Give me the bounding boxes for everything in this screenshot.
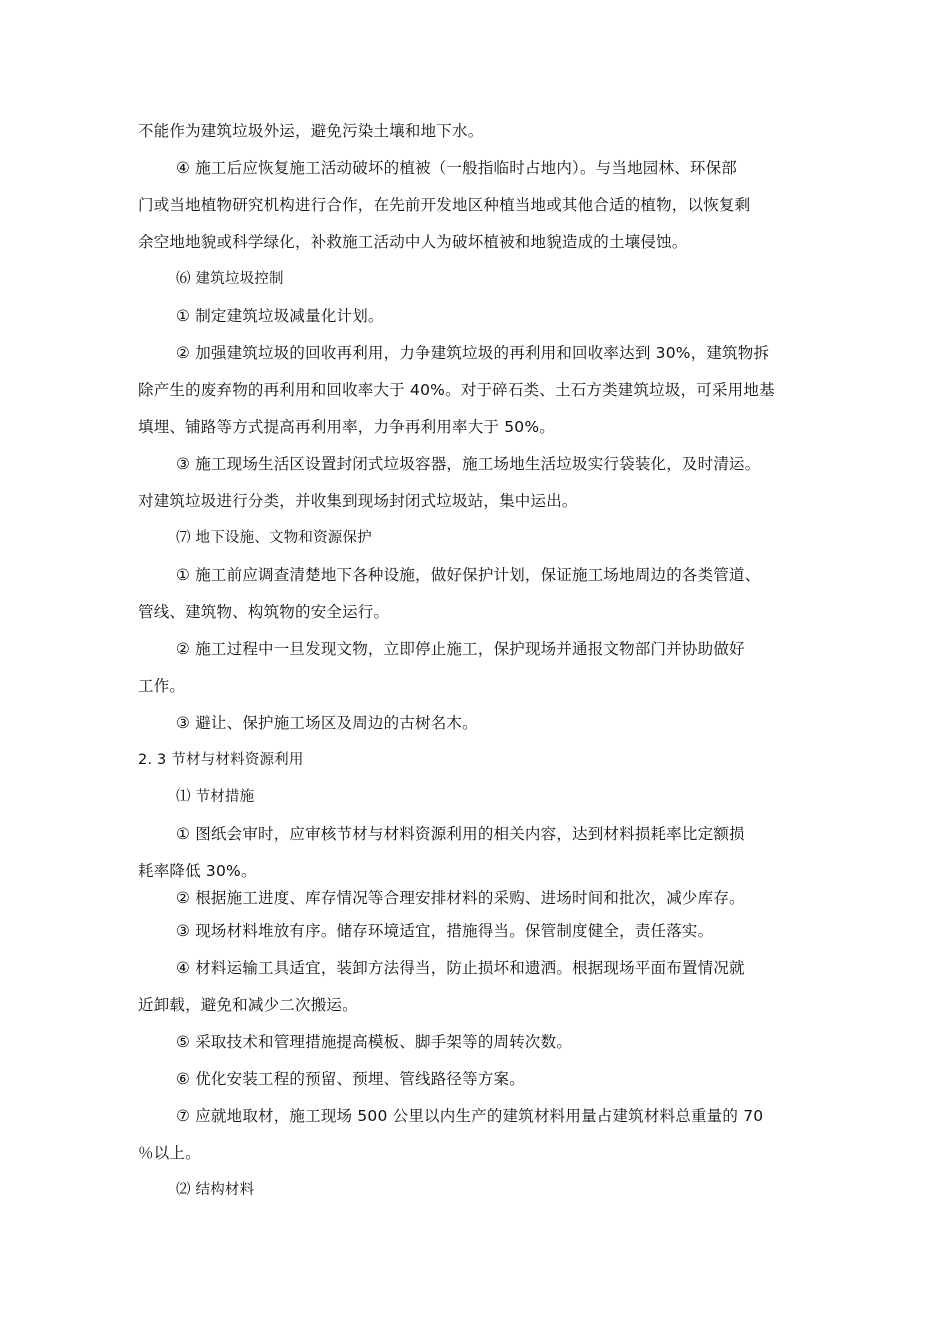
text-line: ④ 材料运输工具适宜，装卸方法得当，防止损坏和遗洒。根据现场平面布置情况就: [176, 959, 745, 977]
text-line: 近卸载，避免和减少二次搬运。: [138, 996, 358, 1014]
text-line: ⑦ 应就地取材，施工现场 500 公里以内生产的建筑材料用量占建筑材料总重量的 70: [176, 1107, 764, 1125]
text-line: ② 根据施工进度、库存情况等合理安排材料的采购、进场时间和批次，减少库存。: [176, 889, 745, 907]
text-line: ② 施工过程中一旦发现文物，立即停止施工，保护现场并通报文物部门并协助做好: [176, 640, 745, 658]
text-line: 对建筑垃圾进行分类，并收集到现场封闭式垃圾站，集中运出。: [138, 492, 578, 510]
section-heading: ⑹ 建筑垃圾控制: [176, 271, 284, 287]
text-line: ③ 现场材料堆放有序。储存环境适宜，措施得当。保管制度健全，责任落实。: [176, 922, 714, 940]
text-line: ⑥ 优化安装工程的预留、预埋、管线路径等方案。: [176, 1070, 525, 1088]
text-line: 耗率降低 30%。: [138, 862, 257, 880]
text-line: ① 图纸会审时，应审核节材与材料资源利用的相关内容，达到材料损耗率比定额损: [176, 825, 745, 843]
text-line: ％以上。: [138, 1144, 201, 1162]
text-line: ③ 施工现场生活区设置封闭式垃圾容器，施工场地生活垃圾实行袋装化，及时清运。: [176, 455, 761, 473]
text-line: 不能作为建筑垃圾外运，避免污染土壤和地下水。: [138, 122, 484, 140]
text-line: 管线、建筑物、构筑物的安全运行。: [138, 603, 390, 621]
text-line: ① 施工前应调查清楚地下各种设施，做好保护计划，保证施工场地周边的各类管道、: [176, 566, 761, 584]
text-line: 填埋、铺路等方式提高再利用率，力争再利用率大于 50%。: [138, 418, 555, 436]
section-heading: ⑵ 结构材料: [176, 1182, 255, 1198]
section-heading: ⑴ 节材措施: [176, 789, 255, 805]
text-line: 余空地地貌或科学绿化，补救施工活动中人为破坏植被和地貌造成的土壤侵蚀。: [138, 233, 688, 251]
text-line: 工作。: [138, 677, 186, 695]
text-line: 门或当地植物研究机构进行合作，在先前开发地区种植当地或其他合适的植物，以恢复剩: [138, 196, 751, 214]
section-heading: ⑺ 地下设施、文物和资源保护: [176, 530, 372, 546]
text-line: ③ 避让、保护施工场区及周边的古树名木。: [176, 714, 478, 732]
text-line: ⑤ 采取技术和管理措施提高模板、脚手架等的周转次数。: [176, 1033, 573, 1051]
text-line: ① 制定建筑垃圾减量化计划。: [176, 307, 384, 325]
text-line: ④ 施工后应恢复施工活动破坏的植被（一般指临时占地内）。与当地园林、环保部: [176, 159, 737, 177]
text-line: ② 加强建筑垃圾的回收再利用，力争建筑垃圾的再利用和回收率达到 30%，建筑物拆: [176, 344, 770, 362]
section-title: 2. 3 节材与材料资源利用: [138, 752, 304, 768]
text-line: 除产生的废弃物的再利用和回收率大于 40%。对于碎石类、土石方类建筑垃圾，可采用地基: [138, 381, 775, 399]
